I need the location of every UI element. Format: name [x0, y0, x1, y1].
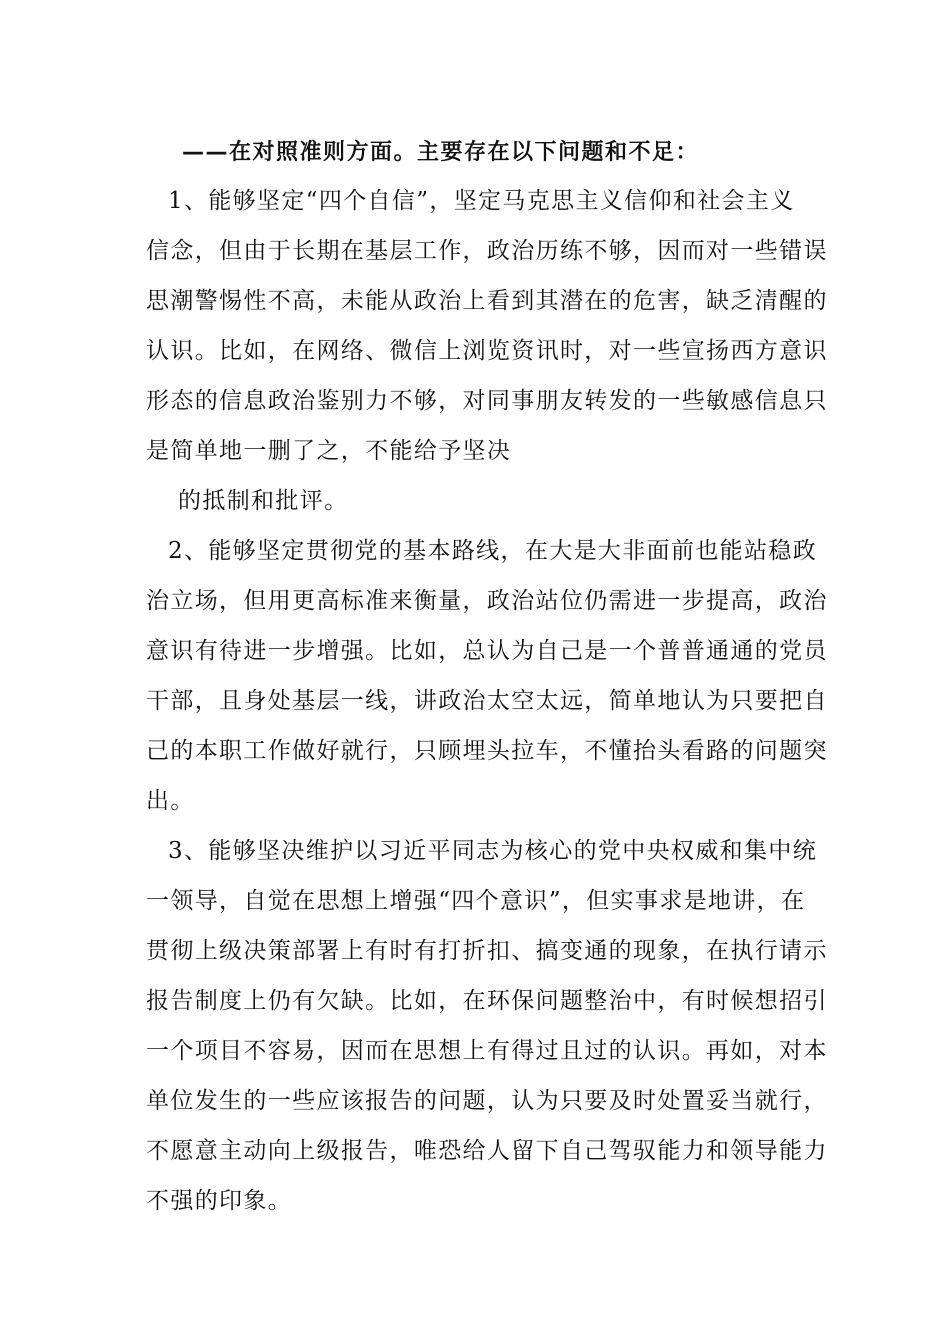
paragraph-3-line-2: 一领导，自觉在思想上增强“四个意识”，但实事求是地讲，在 [146, 888, 806, 914]
paragraph-1-line-6: 是简单地一删了之，不能给予坚决 [146, 438, 512, 464]
paragraph-3-line-8: 不强的印象。 [146, 1188, 293, 1214]
paragraph-2-line-1: 2、能够坚定贯彻党的基本路线，在大是大非面前也能站稳政 [168, 538, 818, 564]
paragraph-1-line-3: 思潮警惕性不高，未能从政治上看到其潜在的危害，缺乏清醒的 [146, 288, 828, 314]
paragraph-1-line-2: 信念，但由于长期在基层工作，政治历练不够，因而对一些错误 [146, 238, 828, 264]
paragraph-3-line-6: 单位发生的一些应该报告的问题，认为只要及时处置妥当就行， [146, 1088, 828, 1114]
paragraph-1-line-5: 形态的信息政治鉴别力不够，对同事朋友转发的一些敏感信息只 [146, 388, 828, 414]
section-heading: ——在对照准则方面。主要存在以下问题和不足： [182, 140, 700, 165]
paragraph-3-line-1: 3、能够坚决维护以习近平同志为核心的党中央权威和集中统 [168, 838, 818, 864]
paragraph-1-line-4: 认识。比如，在网络、微信上浏览资讯时，对一些宣扬西方意识 [146, 338, 828, 364]
paragraph-2-line-4: 干部，且身处基层一线，讲政治太空太远，简单地认为只要把自 [146, 688, 828, 714]
paragraph-3-line-4: 报告制度上仍有欠缺。比如，在环保问题整治中，有时候想招引 [146, 988, 828, 1014]
paragraph-2-line-3: 意识有待进一步增强。比如，总认为自己是一个普普通通的党员 [146, 638, 828, 664]
paragraph-3-line-3: 贯彻上级决策部署上有时有打折扣、搞变通的现象，在执行请示 [146, 938, 828, 964]
paragraph-3-line-7: 不愿意主动向上级报告，唯恐给人留下自己驾驭能力和领导能力 [146, 1138, 828, 1164]
paragraph-2-line-6: 出。 [146, 788, 195, 814]
paragraph-2-line-2: 治立场，但用更高标准来衡量，政治站位仍需进一步提高，政治 [146, 588, 828, 614]
paragraph-1-line-1: 1、能够坚定“四个自信”，坚定马克思主义信仰和社会主义 [168, 188, 795, 214]
paragraph-2-line-5: 己的本职工作做好就行，只顾埋头拉车，不懂抬头看路的问题突 [146, 738, 828, 764]
paragraph-3-line-5: 一个项目不容易，因而在思想上有得过且过的认识。再如，对本 [146, 1038, 828, 1064]
paragraph-1-line-7: 的抵制和批评。 [178, 488, 349, 514]
